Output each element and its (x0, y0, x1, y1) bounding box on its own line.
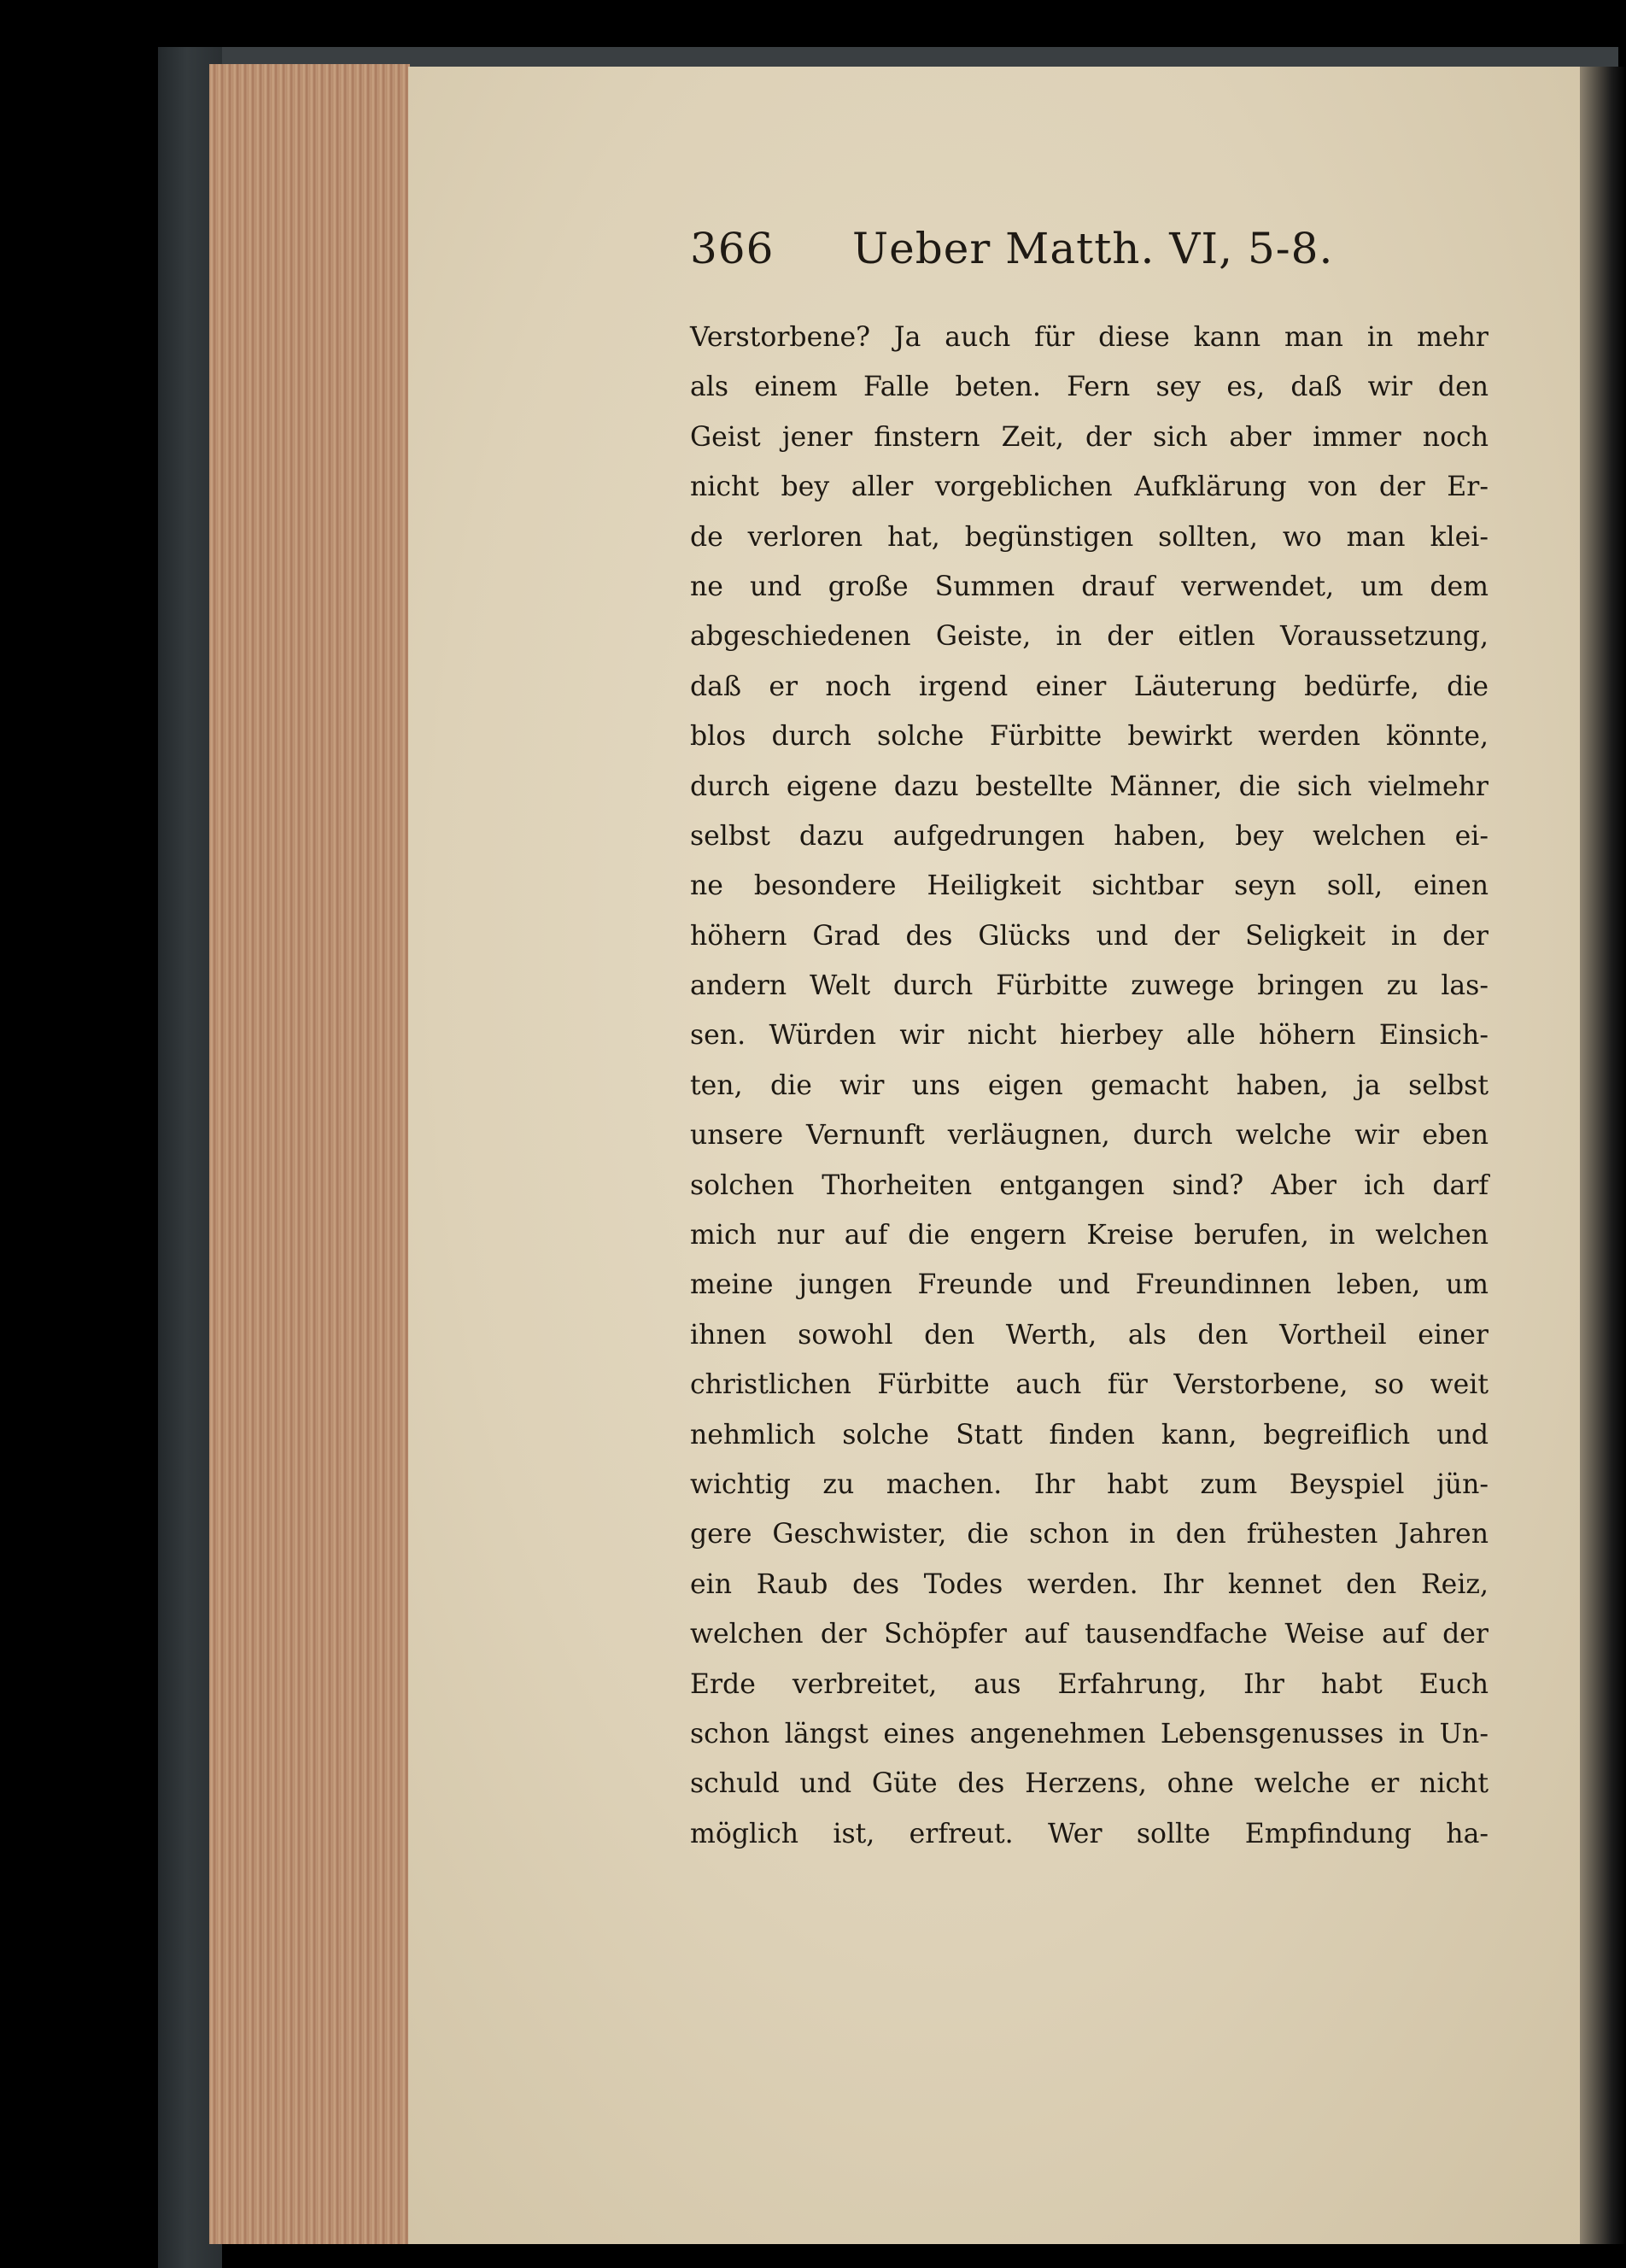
body-text (690, 313, 1489, 1859)
text-line: wichtig zu machen. Ihr habt zum Beyspiel jün- (690, 1468, 1489, 1500)
text-line: als einem Falle beten. Fern sey es, daß wir den (690, 372, 1489, 403)
text-line: blos durch solche Fürbitte bewirkt werden könnte, (690, 721, 1489, 753)
text-line: möglich ist, erfreut. Wer sollte Empfindung ha- (690, 1818, 1489, 1849)
page-shadow (1580, 67, 1626, 2244)
page-number: 366 (690, 224, 775, 273)
text-line: unsere Vernunft verläugnen, durch welche wir eben (690, 1120, 1489, 1152)
text-line: de verloren hat, begünstigen sollten, wo man klei- (690, 521, 1489, 553)
text-line: schon längst eines angenehmen Lebensgenusses in Un- (690, 1718, 1489, 1749)
text-line: meine jungen Freunde und Freundinnen leben, um (690, 1269, 1489, 1301)
text-line: selbst dazu aufgedrungen haben, bey welchen ei- (690, 820, 1489, 852)
text-line: ein Raub des Todes werden. Ihr kennet den Reiz, (690, 1568, 1489, 1600)
text-line: ten, die wir uns eigen gemacht haben, ja selbst (690, 1070, 1489, 1101)
text-line: ne und große Summen drauf verwendet, um dem (690, 571, 1489, 602)
running-title: Ueber Matth. VI, 5-8. (852, 224, 1334, 273)
text-line: christlichen Fürbitte auch für Verstorbene, so weit (690, 1369, 1489, 1401)
text-line: daß er noch irgend einer Läuterung bedürfe, die (690, 671, 1489, 702)
text-line: Geist jener finstern Zeit, der sich aber immer noch (690, 421, 1489, 453)
text-line: andern Welt durch Fürbitte zuwege bringen zu las- (690, 970, 1489, 1002)
text-line: schuld und Güte des Herzens, ohne welche er nicht (690, 1768, 1489, 1800)
text-line: höhern Grad des Glücks und der Seligkeit in der (690, 920, 1489, 952)
text-line: solchen Thorheiten entgangen sind? Aber ich darf (690, 1169, 1489, 1201)
text-line: gere Geschwister, die schon in den frühesten Jahren (690, 1519, 1489, 1550)
text-line: nicht bey aller vorgeblichen Aufklärung von der Er- (690, 472, 1489, 503)
text-line: Erde verbreitet, aus Erfahrung, Ihr habt Euch (690, 1668, 1489, 1700)
text-line: sen. Würden wir nicht hierbey alle höhern Einsich- (690, 1020, 1489, 1052)
text-line: Verstorbene? Ja auch für diese kann man in mehr (690, 322, 1489, 353)
page-edges (209, 64, 410, 2244)
text-line: welchen der Schöpfer auf tausendfache Weise auf der (690, 1619, 1489, 1650)
text-line: durch eigene dazu bestellte Männer, die sich vielmehr (690, 771, 1489, 802)
text-line: ihnen sowohl den Werth, als den Vortheil einer (690, 1319, 1489, 1351)
text-line: mich nur auf die engern Kreise berufen, in welchen (690, 1220, 1489, 1251)
page-header (690, 224, 1334, 277)
text-line: ne besondere Heiligkeit sichtbar seyn soll, einen (690, 870, 1489, 902)
text-line: nehmlich solche Statt finden kann, begreiflich und (690, 1419, 1489, 1450)
text-line: abgeschiedenen Geiste, in der eitlen Voraussetzung, (690, 621, 1489, 653)
